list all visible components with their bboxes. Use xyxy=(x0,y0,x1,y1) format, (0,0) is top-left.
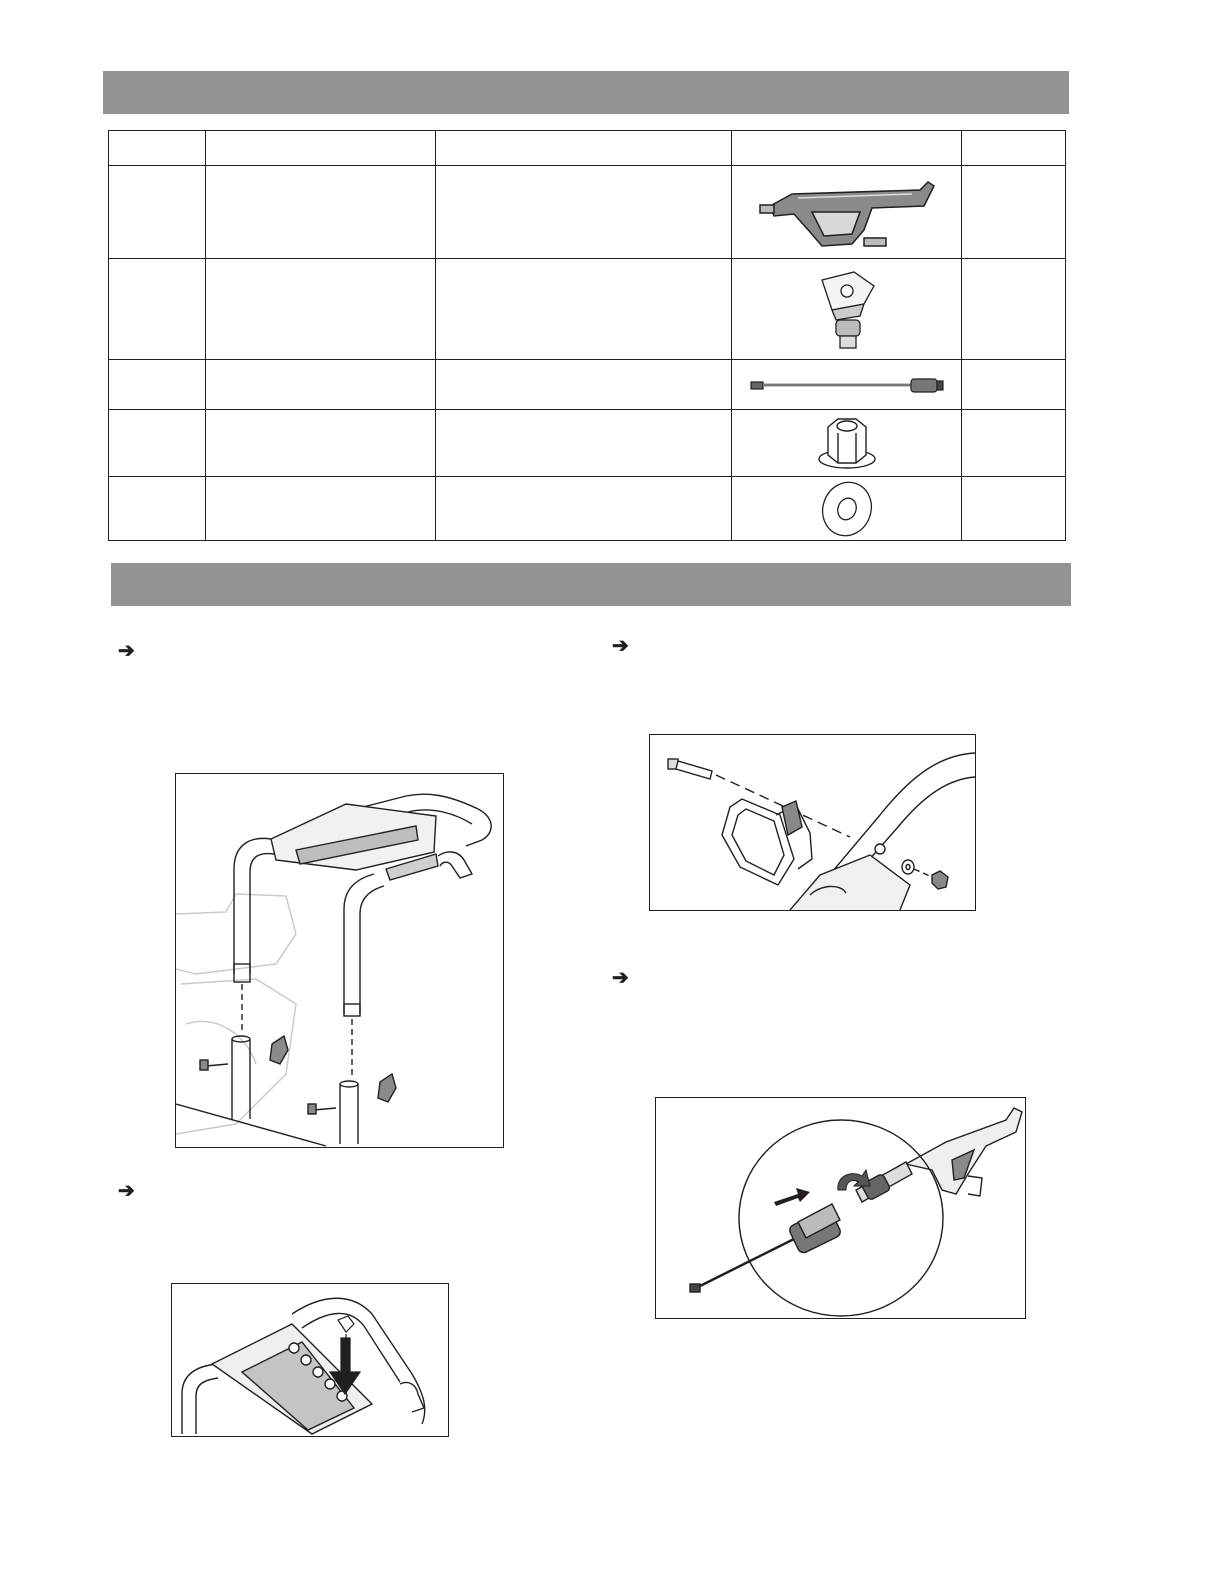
spray-wand-icon xyxy=(747,372,947,398)
step-arrow-icon: ➔ xyxy=(118,640,135,662)
header-number xyxy=(109,131,206,166)
part-number xyxy=(109,259,206,360)
table-row xyxy=(109,259,1066,360)
parts-list-header-band xyxy=(103,71,1069,114)
part-qty xyxy=(962,477,1066,541)
table-row xyxy=(109,477,1066,541)
part-qty xyxy=(962,410,1066,477)
table-row xyxy=(109,166,1066,259)
header-qty xyxy=(962,131,1066,166)
washer-icon xyxy=(812,480,882,538)
table-row xyxy=(109,410,1066,477)
gun-holder-bolt-figure xyxy=(649,734,976,911)
part-name xyxy=(206,166,436,259)
part-number xyxy=(109,166,206,259)
part-name xyxy=(206,477,436,541)
part-description xyxy=(436,166,732,259)
handle-installation-figure xyxy=(175,773,504,1148)
assembly-header-band xyxy=(111,563,1071,606)
step-arrow-icon: ➔ xyxy=(118,1180,135,1202)
hex-nut-icon xyxy=(812,413,882,473)
spray-gun-icon xyxy=(752,172,942,252)
part-qty xyxy=(962,259,1066,360)
quick-connect-nozzle-icon xyxy=(802,264,892,354)
part-qty xyxy=(962,360,1066,410)
step-arrow-icon: ➔ xyxy=(612,635,629,657)
header-description xyxy=(436,131,732,166)
part-description xyxy=(436,259,732,360)
part-description xyxy=(436,410,732,477)
part-number xyxy=(109,360,206,410)
part-qty xyxy=(962,166,1066,259)
part-description xyxy=(436,360,732,410)
part-name xyxy=(206,410,436,477)
nozzle-holder-figure xyxy=(171,1283,449,1437)
part-description xyxy=(436,477,732,541)
step-arrow-icon: ➔ xyxy=(612,967,629,989)
header-image xyxy=(732,131,962,166)
part-name xyxy=(206,259,436,360)
part-name xyxy=(206,360,436,410)
table-header-row xyxy=(109,131,1066,166)
header-name xyxy=(206,131,436,166)
wand-to-gun-figure xyxy=(655,1097,1026,1319)
part-number xyxy=(109,410,206,477)
parts-table xyxy=(108,130,1066,541)
part-number xyxy=(109,477,206,541)
table-row xyxy=(109,360,1066,410)
